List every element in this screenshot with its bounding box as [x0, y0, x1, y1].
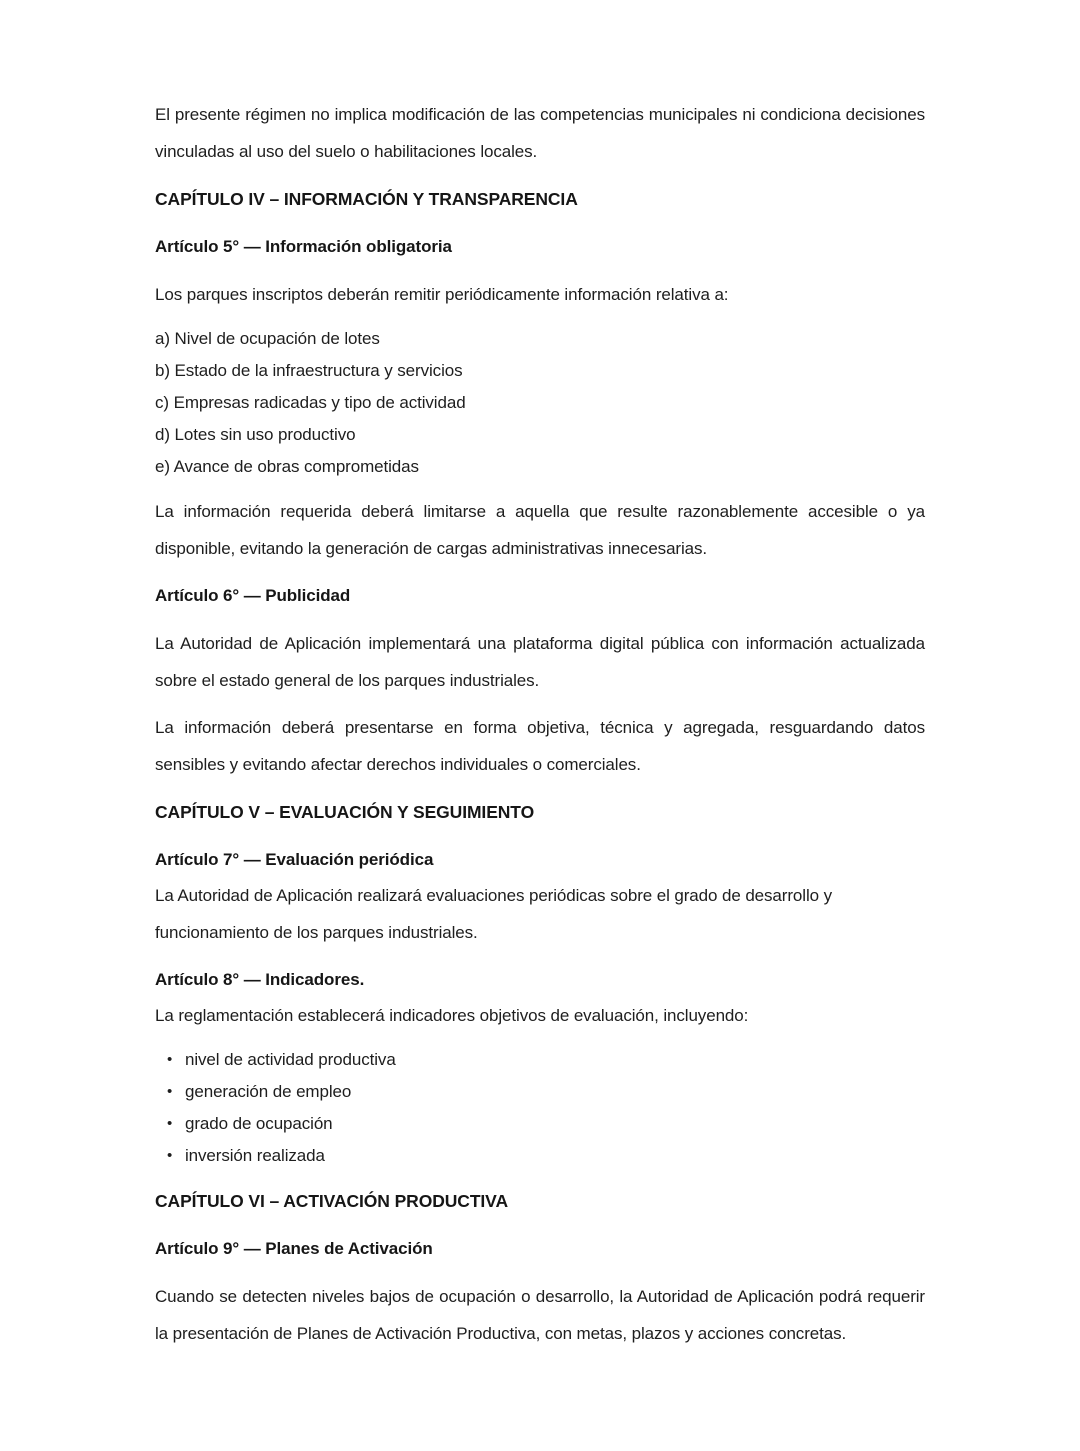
- article-7-heading: Artículo 7° — Evaluación periódica: [155, 850, 434, 869]
- bullet-icon: •: [167, 1115, 173, 1132]
- article-9-paragraph: Cuando se detecten niveles bajos de ocupación o desarrollo, la Autoridad de Aplicación podrá requerir la presentación de Planes de Activación Productiva, con metas, plazos y acciones concretas.: [155, 1287, 925, 1343]
- article-6-heading: Artículo 6° — Publicidad: [155, 586, 351, 605]
- bullet-item: [155, 1140, 925, 1172]
- article-9-heading: Artículo 9° — Planes de Activación: [155, 1239, 433, 1258]
- chapter-5-title: CAPÍTULO V – EVALUACIÓN Y SEGUIMIENTO: [155, 802, 535, 822]
- article-6-paragraph-1: La Autoridad de Aplicación implementará una plataforma digital pública con información actualizada sobre el estado general de los parques industriales.: [155, 634, 925, 690]
- article-8-intro: La reglamentación establecerá indicadores objetivos de evaluación, incluyendo:: [155, 1006, 749, 1025]
- bullet-item-label: inversión realizada: [185, 1146, 325, 1165]
- bullet-icon: •: [167, 1051, 173, 1068]
- bullet-icon: •: [167, 1083, 173, 1100]
- bullet-item: [155, 1076, 925, 1108]
- article-8-heading: Artículo 8° — Indicadores.: [155, 970, 365, 989]
- list-item-c: c) Empresas radicadas y tipo de actividad: [155, 393, 466, 412]
- chapter-6-title: CAPÍTULO VI – ACTIVACIÓN PRODUCTIVA: [155, 1191, 508, 1211]
- bullet-item: [155, 1044, 925, 1076]
- article-7-paragraph: La Autoridad de Aplicación realizará evaluaciones periódicas sobre el grado de desarrollo y funcionamiento de los parques industriales.: [155, 886, 832, 942]
- bullet-item-label: generación de empleo: [185, 1082, 352, 1101]
- list-item-b: b) Estado de la infraestructura y servicios: [155, 361, 463, 380]
- intro-paragraph: El presente régimen no implica modificación de las competencias municipales ni condiciona decisiones vinculadas al uso del suelo o habilitaciones locales.: [155, 105, 925, 161]
- bullet-item: [155, 1108, 925, 1140]
- list-item-a: a) Nivel de ocupación de lotes: [155, 329, 380, 348]
- article-8-bullet-list: [155, 1044, 925, 1172]
- bullet-item-label: nivel de actividad productiva: [185, 1050, 396, 1069]
- article-6-paragraph-2: La información deberá presentarse en forma objetiva, técnica y agregada, resguardando datos sensibles y evitando afectar derechos individuales o comerciales.: [155, 718, 925, 774]
- article-5-heading: Artículo 5° — Información obligatoria: [155, 237, 452, 256]
- article-5-lettered-list: [155, 323, 925, 483]
- list-item-d: d) Lotes sin uso productivo: [155, 425, 356, 444]
- bullet-item-label: grado de ocupación: [185, 1114, 333, 1133]
- article-5-intro: Los parques inscriptos deberán remitir periódicamente información relativa a:: [155, 285, 729, 304]
- bullet-icon: •: [167, 1147, 173, 1164]
- chapter-4-title: CAPÍTULO IV – INFORMACIÓN Y TRANSPARENCIA: [155, 189, 578, 209]
- list-item-e: e) Avance de obras comprometidas: [155, 457, 419, 476]
- article-5-closing-paragraph: La información requerida deberá limitarse a aquella que resulte razonablemente accesible o ya disponible, evitando la generación de cargas administrativas innecesarias.: [155, 502, 925, 558]
